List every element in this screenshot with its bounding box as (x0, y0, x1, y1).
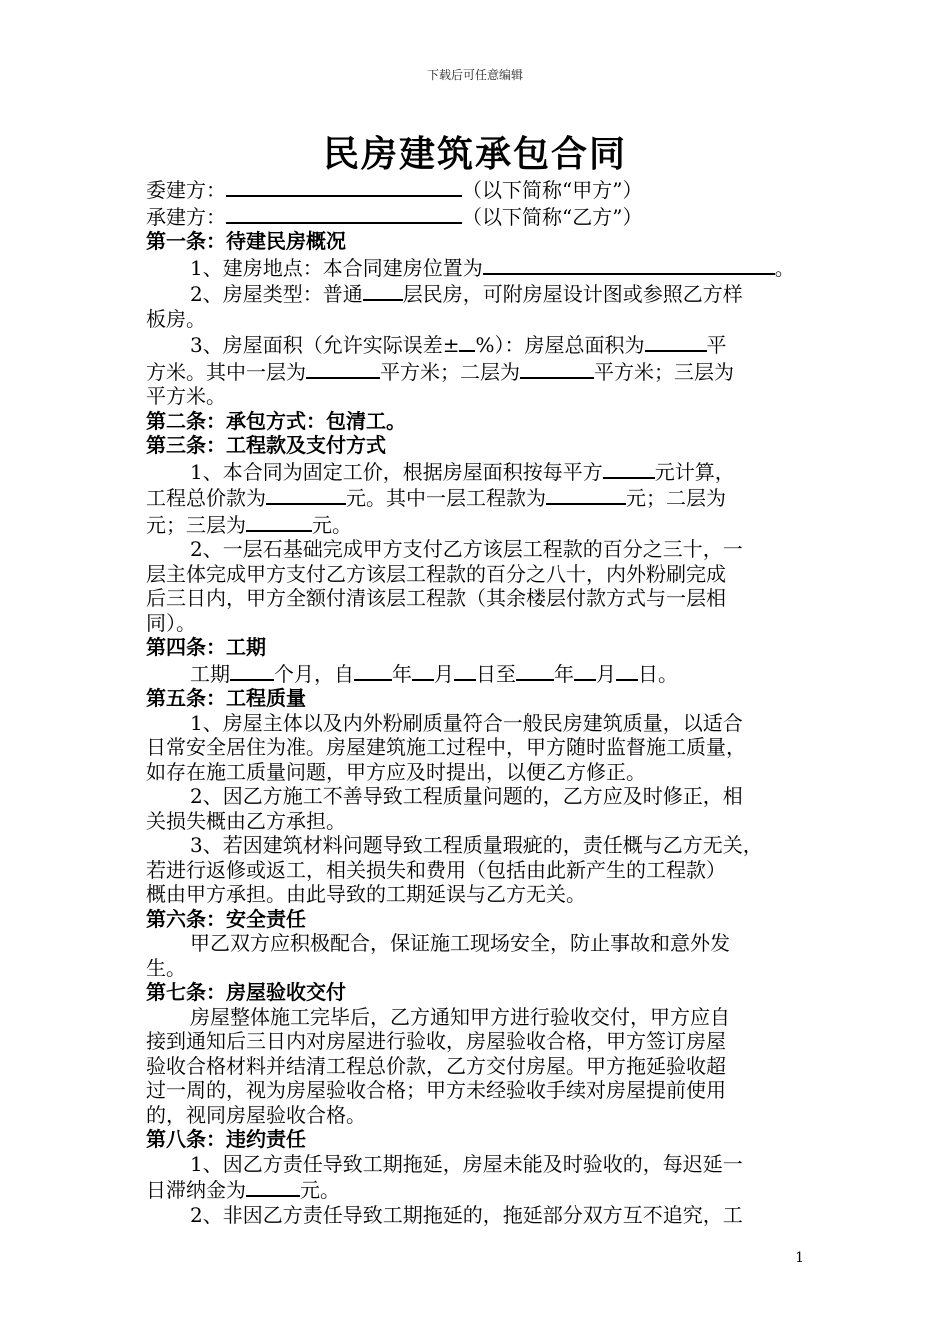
clause-heading: 第六条：安全责任 (146, 906, 306, 931)
contract-line (146, 384, 806, 409)
line-text: 房屋整体施工完毕后，乙方通知甲方进行验收交付，甲方应自 (190, 1004, 730, 1029)
contract-line (146, 809, 806, 834)
contract-line (146, 586, 806, 611)
fill-in-blank[interactable] (616, 660, 638, 681)
line-text: 平方米；三层为 (594, 359, 734, 384)
line-text: 接到通知后三日内对房屋进行验收，房屋验收合格，甲方签订房屋 (146, 1029, 726, 1053)
contract-line (146, 1029, 806, 1054)
line-text: 个月，自 (274, 661, 354, 686)
fill-in-blank[interactable] (603, 458, 655, 479)
fill-in-blank[interactable] (516, 660, 554, 681)
header-note: 下载后可任意编辑 (426, 68, 523, 82)
contract-line (146, 1078, 806, 1103)
contract-line (146, 331, 806, 358)
contract-line (146, 711, 806, 736)
line-text: 过一周的，视为房屋验收合格；甲方未经验收手续对房屋提前使用 (146, 1078, 726, 1102)
fill-in-blank[interactable] (266, 484, 346, 505)
line-text: 层民房，可附房屋设计图或参照乙方样 (402, 282, 743, 306)
fill-in-blank[interactable] (520, 358, 594, 379)
fill-in-blank[interactable] (483, 254, 775, 275)
contract-line (146, 931, 806, 956)
contract-line (146, 882, 806, 907)
line-text: 同）。 (146, 610, 196, 635)
contract-line (146, 784, 806, 809)
line-text: 元计算， (654, 459, 735, 484)
line-text: 生。 (146, 955, 186, 980)
contract-line (146, 833, 806, 858)
contract-line (146, 203, 806, 230)
line-text: 月 (434, 661, 454, 686)
line-text: 层主体完成甲方支付乙方该层工程款的百分之八十，内外粉刷完成 (146, 561, 726, 586)
line-text: 元。 (312, 512, 352, 537)
line-text: 验收合格材料并结清工程总价款，乙方交付房屋。甲方拖延验收超 (146, 1053, 726, 1078)
line-text: 如存在施工质量问题，甲方应及时提出，以便乙方修正。 (146, 759, 646, 784)
line-text: 日至 (476, 661, 516, 686)
clause-heading: 第七条：房屋验收交付 (146, 980, 346, 1004)
contract-line (146, 956, 806, 981)
line-text: 。 (774, 255, 795, 280)
fill-in-blank[interactable] (363, 280, 403, 301)
page-number: 1 (795, 1250, 804, 1266)
line-text: 概由甲方承担。由此导致的工期延误与乙方无关。 (146, 882, 586, 906)
contract-line (146, 1005, 806, 1030)
line-text: 日滞纳金为 (146, 1178, 246, 1202)
contract-line (146, 1152, 806, 1177)
contract-line (146, 280, 806, 307)
fill-in-blank[interactable] (354, 660, 392, 681)
contract-line (146, 1176, 806, 1203)
line-text: 1、房屋主体以及内外粉刷质量符合一般民房建筑质量，以适合 (190, 710, 743, 735)
line-text: 日常安全居住为准。房屋建筑施工过程中，甲方随时监督施工质量， (146, 735, 746, 759)
clause-heading: 第五条：工程质量 (146, 686, 306, 710)
line-text: 日。 (638, 661, 678, 686)
line-text: 后三日内，甲方全额付清该层工程款（其余楼层付款方式与一层相 (146, 586, 726, 610)
contract-line (146, 611, 806, 636)
line-text: 元；三层为 (146, 512, 246, 537)
line-text: 3、房屋面积（允许实际误差± (190, 333, 460, 357)
contract-line (146, 511, 806, 538)
line-text: 方米。其中一层为 (146, 359, 306, 384)
contract-line (146, 1203, 806, 1228)
line-text: %）：房屋总面积为 (475, 333, 645, 357)
clause-heading: 第一条：待建民房概况 (146, 229, 346, 253)
line-text: 月 (596, 661, 616, 686)
contract-line (146, 1054, 806, 1079)
fill-in-blank[interactable] (454, 660, 476, 681)
line-text: 元；二层为 (626, 486, 726, 510)
fill-in-blank[interactable] (459, 331, 475, 352)
line-text: 2、非因乙方责任导致工期拖延的，拖延部分双方互不追究，工 (190, 1202, 743, 1227)
contract-line (146, 735, 806, 760)
contract-line (146, 484, 806, 511)
contract-line (146, 358, 806, 385)
line-text: 年 (392, 661, 412, 686)
contract-line (146, 176, 806, 203)
fill-in-blank[interactable] (230, 660, 274, 681)
contract-line (146, 1103, 806, 1128)
clause-heading: 第八条：违约责任 (146, 1127, 306, 1151)
line-text: 平方米；二层为 (380, 359, 520, 384)
fill-in-blank[interactable] (574, 660, 596, 681)
fill-in-blank[interactable] (546, 484, 626, 505)
line-text: 3、若因建筑材料问题导致工程质量瑕疵的，责任概与乙方无关， (190, 833, 763, 857)
contract-line (146, 458, 806, 485)
fill-in-blank[interactable] (246, 511, 312, 532)
fill-in-blank[interactable] (645, 331, 707, 352)
line-text: 年 (554, 661, 574, 686)
line-text: 甲乙双方应积极配合，保证施工现场安全，防止事故和意外发 (190, 931, 730, 955)
line-text: 的，视同房屋验收合格。 (146, 1102, 366, 1127)
contract-line (146, 307, 806, 332)
contract-line (146, 254, 806, 281)
line-text: （以下简称“乙方”） (462, 204, 643, 229)
line-text: （以下简称“甲方”） (462, 178, 643, 202)
contract-line (146, 858, 806, 883)
contract-line (146, 562, 806, 587)
line-text: 元。 (300, 1178, 340, 1202)
line-text: 工程总价款为 (146, 486, 266, 510)
line-text: 板房。 (146, 306, 206, 331)
line-text: 平 (706, 333, 727, 357)
line-text: 委建方： (146, 178, 226, 202)
line-text: 2、房屋类型：普通 (190, 282, 363, 306)
line-text: 2、一层石基础完成甲方支付乙方该层工程款的百分之三十，一 (190, 537, 743, 561)
fill-in-blank[interactable] (412, 660, 434, 681)
clause-heading: 第三条：工程款及支付方式 (146, 433, 386, 457)
line-text: 1、建房地点：本合同建房位置为 (190, 255, 483, 280)
contract-line (146, 537, 806, 562)
fill-in-blank[interactable] (226, 176, 462, 197)
fill-in-blank[interactable] (246, 1176, 300, 1197)
line-text: 1、因乙方责任导致工期拖延，房屋未能及时验收的，每迟延一 (190, 1151, 743, 1176)
line-text: 工期 (190, 661, 230, 686)
fill-in-blank[interactable] (226, 203, 462, 224)
line-text: 承建方： (146, 204, 226, 229)
line-text: 2、因乙方施工不善导致工程质量问题的，乙方应及时修正，相 (190, 784, 743, 808)
line-text: 平方米。 (146, 384, 226, 408)
document-title: 民房建筑承包合同 (322, 133, 627, 175)
contract-line (146, 660, 806, 687)
fill-in-blank[interactable] (306, 358, 380, 379)
line-text: 若进行返修或返工，相关损失和费用（包括由此新产生的工程款） (146, 857, 726, 882)
contract-line (146, 760, 806, 785)
clause-heading: 第四条：工期 (146, 635, 266, 659)
line-text: 关损失概由乙方承担。 (146, 808, 346, 833)
line-text: 1、本合同为固定工价，根据房屋面积按每平方 (190, 459, 603, 484)
line-text: 元。其中一层工程款为 (346, 486, 546, 510)
clause-heading: 第二条：承包方式：包清工。 (146, 408, 406, 433)
contract-body (146, 176, 806, 1227)
